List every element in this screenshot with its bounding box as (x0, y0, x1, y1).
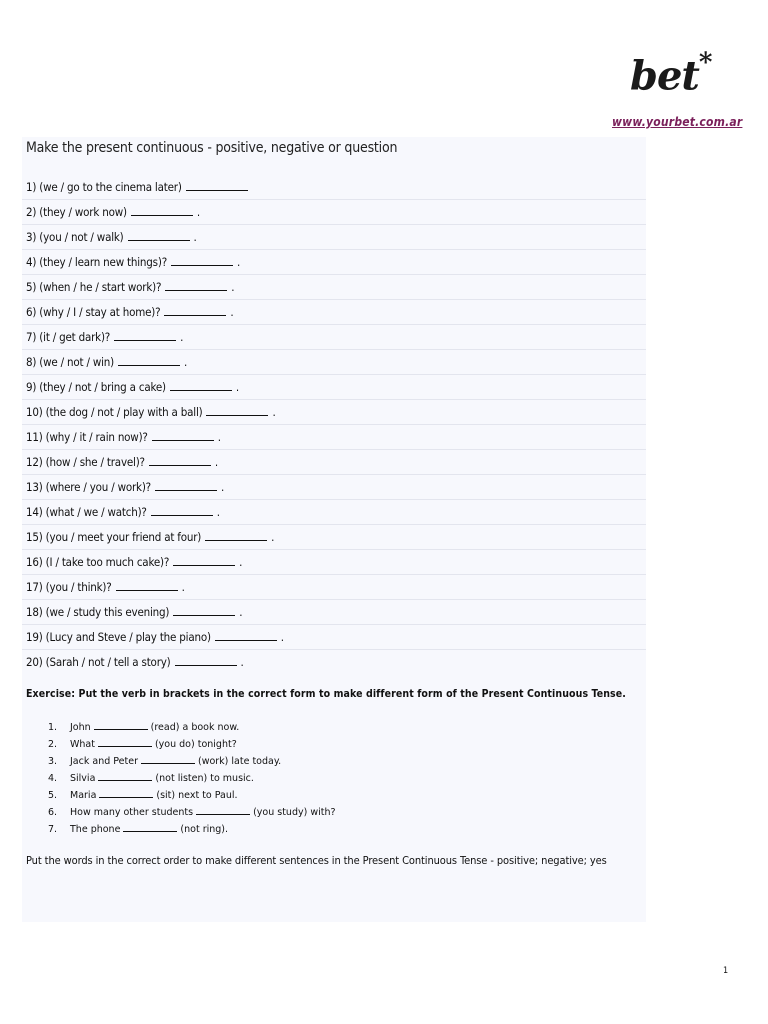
item-prompt: 9) (they / not / bring a cake) (26, 380, 166, 394)
item-number: 2. (48, 739, 58, 750)
answer-blank[interactable] (94, 721, 148, 730)
item-number: 4. (48, 773, 58, 784)
item-prompt: 8) (we / not / win) (26, 355, 114, 369)
list-item (22, 300, 646, 325)
list-item (48, 753, 336, 770)
item-before: Jack and Peter (70, 756, 138, 767)
list-item (22, 275, 646, 300)
answer-blank[interactable] (155, 480, 217, 491)
numbered-exercise-list (48, 719, 336, 838)
item-prompt: 20) (Sarah / not / tell a story) (26, 655, 171, 669)
item-before: John (70, 722, 91, 733)
item-number: 7. (48, 824, 58, 835)
list-item (22, 425, 646, 450)
item-suffix: . (180, 330, 184, 344)
list-item (22, 500, 646, 525)
item-suffix: . (220, 480, 225, 494)
list-item (48, 719, 336, 736)
item-prompt: 1) (we / go to the cinema later) (26, 180, 182, 194)
item-after: (you study) with? (253, 807, 336, 818)
answer-blank[interactable] (164, 305, 226, 316)
answer-blank[interactable] (152, 430, 214, 441)
item-prompt: 14) (what / we / watch)? (26, 505, 147, 519)
answer-blank[interactable] (98, 738, 152, 747)
item-after: (you do) tonight? (154, 739, 237, 750)
list-item (22, 375, 646, 400)
list-item (22, 600, 646, 625)
answer-blank[interactable] (99, 789, 153, 798)
item-suffix: . (214, 455, 218, 469)
answer-blank[interactable] (186, 180, 248, 191)
order-instructions: Put the words in the correct order to make different sentences in the Present Continuous Tense - positive; negative; yes (26, 854, 607, 867)
item-prompt: 5) (when / he / start work)? (26, 280, 162, 294)
answer-blank[interactable] (141, 755, 195, 764)
item-suffix: . (239, 555, 243, 569)
answer-blank[interactable] (173, 605, 235, 616)
item-suffix: . (280, 630, 284, 644)
item-before: What (70, 739, 95, 750)
list-item (48, 770, 336, 787)
answer-blank[interactable] (170, 380, 232, 391)
item-after: (not ring). (180, 824, 229, 835)
answer-blank[interactable] (131, 205, 193, 216)
brand-logo (630, 48, 712, 100)
item-suffix: . (216, 505, 220, 519)
item-suffix: . (235, 380, 239, 394)
list-item (22, 625, 646, 650)
item-prompt: 3) (you / not / walk) (26, 230, 124, 244)
list-item (22, 650, 646, 674)
item-prompt: 13) (where / you / work)? (26, 480, 151, 494)
list-item (22, 225, 646, 250)
answer-blank[interactable] (116, 580, 178, 591)
answer-blank[interactable] (173, 555, 235, 566)
item-suffix: . (239, 605, 243, 619)
list-item (22, 350, 646, 375)
item-after: (work) late today. (197, 756, 282, 767)
item-after: (not listen) to music. (155, 773, 254, 784)
item-suffix: . (217, 430, 221, 444)
item-before: Maria (70, 790, 97, 801)
item-prompt: 16) (I / take too much cake)? (26, 555, 170, 569)
answer-blank[interactable] (196, 806, 250, 815)
item-number: 3. (48, 756, 58, 767)
item-suffix: . (240, 655, 244, 669)
item-prompt: 17) (you / think)? (26, 580, 112, 594)
item-suffix: . (236, 255, 241, 269)
item-suffix: . (193, 230, 197, 244)
answer-blank[interactable] (123, 823, 177, 832)
list-item (22, 525, 646, 550)
answer-blank[interactable] (175, 655, 237, 666)
item-prompt: 19) (Lucy and Steve / play the piano) (26, 630, 211, 644)
page-number: 1 (723, 966, 729, 976)
list-item (48, 804, 336, 821)
list-item (22, 200, 646, 225)
item-number: 6. (48, 807, 58, 818)
item-number: 5. (48, 790, 58, 801)
item-suffix: . (230, 305, 234, 319)
item-before: How many other students (70, 807, 194, 818)
exercise-list (22, 175, 646, 674)
list-item (22, 575, 646, 600)
item-after: (read) a book now. (150, 722, 240, 733)
list-item (22, 450, 646, 475)
list-item (48, 736, 336, 753)
item-before: The phone (70, 824, 121, 835)
list-item (22, 250, 646, 275)
list-item (22, 400, 646, 425)
item-suffix: . (272, 405, 276, 419)
list-item (48, 821, 336, 838)
answer-blank[interactable] (149, 455, 211, 466)
item-prompt: 10) (the dog / not / play with a ball) (26, 405, 203, 419)
item-prompt: 4) (they / learn new things)? (26, 255, 167, 269)
item-suffix: . (181, 580, 185, 594)
list-item (22, 325, 646, 350)
answer-blank[interactable] (206, 405, 268, 416)
website-link[interactable]: www.yourbet.com.ar (612, 115, 743, 129)
item-prompt: 15) (you / meet your friend at four) (26, 530, 202, 544)
item-prompt: 12) (how / she / travel)? (26, 455, 145, 469)
item-prompt: 6) (why / I / stay at home)? (26, 305, 161, 319)
item-suffix: . (196, 205, 200, 219)
answer-blank[interactable] (205, 530, 267, 541)
list-item (22, 475, 646, 500)
answer-blank[interactable] (114, 330, 176, 341)
exercise-heading: Exercise: Put the verb in brackets in the correct form to make different form of the Present Continuous Tense. (26, 688, 626, 700)
item-suffix: . (183, 355, 188, 369)
answer-blank[interactable] (98, 772, 152, 781)
item-suffix: . (231, 280, 235, 294)
answer-blank[interactable] (128, 230, 190, 241)
answer-blank[interactable] (165, 280, 227, 291)
list-item (22, 175, 646, 200)
list-item (22, 550, 646, 575)
logo-text: bet (630, 52, 699, 100)
item-prompt: 7) (it / get dark)? (26, 330, 111, 344)
item-suffix: . (271, 530, 275, 544)
item-after: (sit) next to Paul. (156, 790, 238, 801)
item-prompt: 2) (they / work now) (26, 205, 127, 219)
answer-blank[interactable] (118, 355, 180, 366)
section-title: Make the present continuous - positive, negative or question (26, 140, 398, 156)
worksheet-panel (22, 137, 646, 922)
item-prompt: 18) (we / study this evening) (26, 605, 170, 619)
answer-blank[interactable] (215, 630, 277, 641)
answer-blank[interactable] (151, 505, 213, 516)
logo-star: * (698, 48, 712, 78)
item-prompt: 11) (why / it / rain now)? (26, 430, 148, 444)
list-item (48, 787, 336, 804)
item-before: Silvia (70, 773, 96, 784)
item-number: 1. (48, 722, 58, 733)
answer-blank[interactable] (171, 255, 233, 266)
